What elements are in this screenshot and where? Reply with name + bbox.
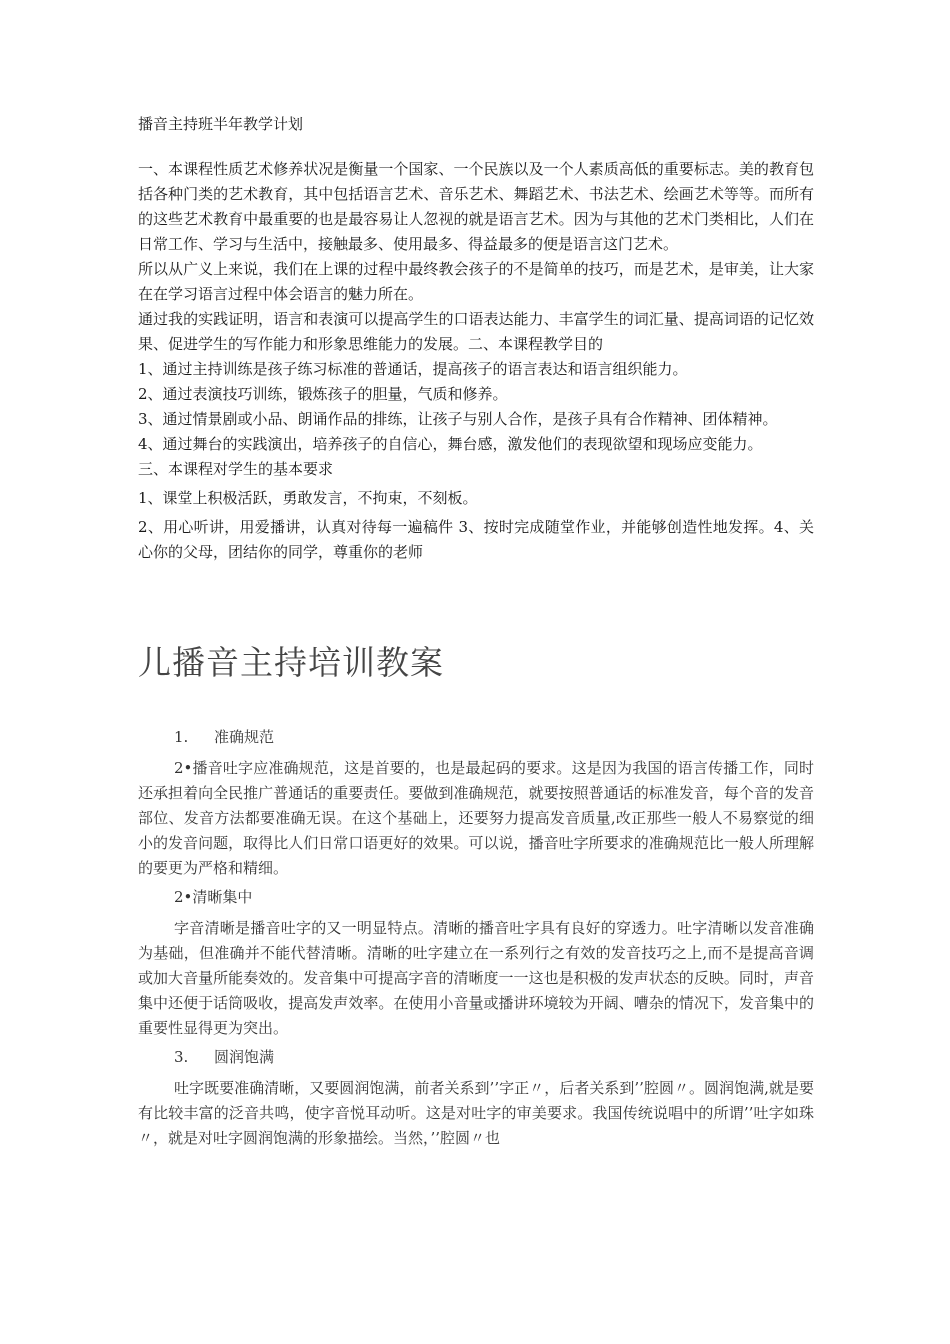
section-body: 2•播音吐字应准确规范，这是首要的，也是最起码的要求。这是因为我国的语言传播工作，同时还承担着向全民推广普通话的重要责任。要做到准确规范，就要按照普通话的标准发音，每个音的发音部位、发音方法都要准确无误。在这个基础上，还要努力提高发音质量,改正那些一般人不易察觉的细小的发音问题，取得比人们日常口语更好的效果。可以说，播音吐字所要求的准确规范比一般人所理解的要更为严格和精细。 bbox=[138, 759, 814, 877]
plan-paragraph: 通过我的实践证明，语言和表演可以提高学生的口语表达能力、丰富学生的词汇量、提高词语的记忆效果、促进学生的写作能力和形象思维能力的发展。二、本课程教学目的 bbox=[138, 310, 814, 353]
plan-paragraph: 所以从广义上来说，我们在上课的过程中最终教会孩子的不是简单的技巧，而是艺术，是审美，让大家在在学习语言过程中体会语言的魅力所在。 bbox=[138, 260, 814, 303]
lesson-content bbox=[138, 725, 814, 1151]
section-number: 1. bbox=[174, 728, 189, 746]
section-number: 3. bbox=[174, 1048, 189, 1066]
section-body: 吐字既要准确清晰，又要圆润饱满，前者关系到’’字正〃，后者关系到’’腔圆〃。圆润饱满,就是要有比较丰富的泛音共鸣，使字音悦耳动听。这是对吐字的审美要求。我国传统说唱中的所谓’’吐字如珠〃，就是对吐字圆润饱满的形象描绘。当然，’’腔圆〃也 bbox=[138, 1079, 814, 1147]
plan-paragraph: 1、课堂上积极活跃，勇敢发言，不拘束，不刻板。 bbox=[138, 489, 478, 507]
document-page bbox=[138, 112, 814, 1155]
plan-paragraph: 2、通过表演技巧训练，锻炼孩子的胆量，气质和修养。 bbox=[138, 385, 508, 403]
section-heading bbox=[174, 725, 814, 750]
plan-paragraph: 4、通过舞台的实践演出，培养孩子的自信心，舞台感，激发他们的表现欲望和现场应变能力。 bbox=[138, 435, 763, 453]
section-body: 字音清晰是播音吐字的又一明显特点。清晰的播音吐字具有良好的穿透力。吐字清晰以发音准确为基础，但准确并不能代替清晰。清晰的吐字建立在一系列行之有效的发音技巧之上,而不是提高音调或加大音量所能奏效的。发音集中可提高字音的清晰度一一这也是积极的发声状态的反映。同时，声音集中还便于话筒吸收，提高发声效率。在使用小音量或播讲环境较为开阔、嘈杂的情况下，发音集中的重要性显得更为突出。 bbox=[138, 919, 814, 1037]
plan-paragraph: 一、本课程性质艺术修养状况是衡量一个国家、一个民族以及一个人素质高低的重要标志。美的教育包括各种门类的艺术教育，其中包括语言艺术、音乐艺术、舞蹈艺术、书法艺术、绘画艺术等等。而所有的这些艺术教育中最重要的也是最容易让人忽视的就是语言艺术。因为与其他的艺术门类相比，人们在日常工作、学习与生活中，接触最多、使用最多、得益最多的便是语言这门艺术。 bbox=[138, 160, 814, 253]
lesson-title: 儿播音主持培训教案 bbox=[138, 643, 444, 682]
plan-paragraph: 1、通过主持训练是孩子练习标准的普通话，提高孩子的语言表达和语言组织能力。 bbox=[138, 360, 688, 378]
plan-title: 播音主持班半年教学计划 bbox=[138, 115, 304, 133]
plan-paragraph: 三、本课程对学生的基本要求 bbox=[138, 460, 334, 478]
section-heading-text: 准确规范 bbox=[214, 728, 275, 746]
plan-paragraph: 2、用心听讲，用爱播讲，认真对待每一遍稿件 3、按时完成随堂作业，并能够创造性地发挥。4、关心你的父母，团结你的同学，尊重你的老师 bbox=[138, 518, 814, 561]
section-heading-text: 圆润饱满 bbox=[214, 1048, 275, 1066]
plan-paragraph: 3、通过情景剧或小品、朗诵作品的排练，让孩子与别人合作，是孩子具有合作精神、团体精神。 bbox=[138, 410, 778, 428]
section-heading bbox=[174, 1045, 814, 1070]
section-heading bbox=[174, 885, 814, 910]
section-heading-text: 2•清晰集中 bbox=[174, 888, 253, 906]
